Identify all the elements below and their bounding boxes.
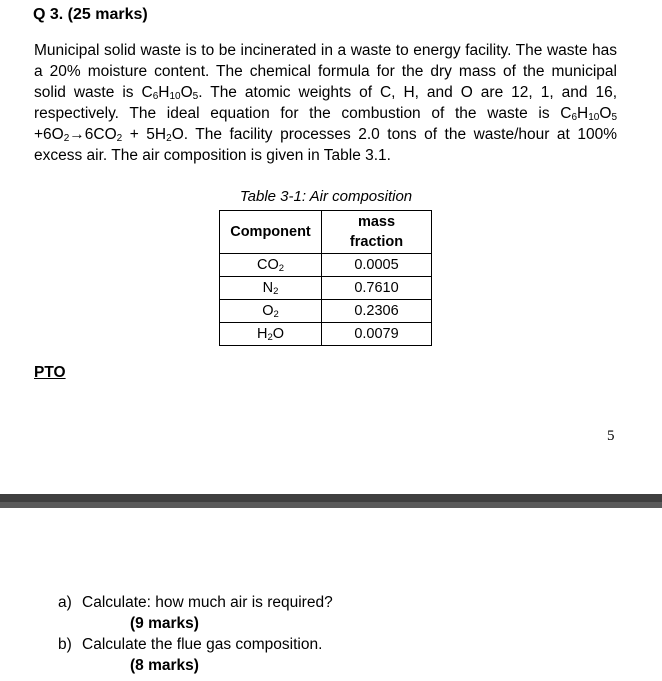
table-row (220, 300, 432, 323)
table-row (220, 277, 432, 300)
page-separator (0, 494, 662, 508)
table-row (220, 254, 432, 277)
page-2 (0, 508, 662, 681)
component-cell: $N_2$ (220, 277, 322, 300)
part-b: b) Calculate the flue gas composition. (58, 636, 323, 653)
table-row (220, 323, 432, 346)
component-cell: $H_2O$ (220, 323, 322, 346)
question-title: Q 3. (25 marks) (33, 6, 148, 23)
value-cell: 0.2306 (322, 300, 432, 323)
page-number: 5 (607, 428, 615, 444)
header-mass-fraction: mass fraction (322, 211, 432, 254)
value-cell: 0.0079 (322, 323, 432, 346)
arrow-icon: → (69, 126, 85, 143)
pto-label: PTO (34, 364, 66, 381)
air-composition-table (219, 210, 432, 346)
component-cell: $CO_2$ (220, 254, 322, 277)
table-caption: Table 3-1: Air composition (239, 188, 413, 205)
value-cell: 0.7610 (322, 277, 432, 300)
question-paragraph: Municipal solid waste is to be incinerated in a waste to energy facility. The waste has a 20% moisture content. The chemical formula for the dry mass of the municipal solid waste is $C_6H_{10}O_5$. The atomic weights of C, H, and O are 12, 1, and 16, respectively. The ideal equation for the combustion of the waste is $C_6H_{10}O_5 +6O_2\to 6CO_2 + 5H_2O$. The facility processes 2.0 tons of the waste/hour at 100% excess air. The air composition is given in Table 3.1. (34, 42, 617, 164)
header-component: Component (220, 211, 322, 254)
component-cell: $O_2$ (220, 300, 322, 323)
part-b-marks: (8 marks) (130, 657, 199, 674)
value-cell: 0.0005 (322, 254, 432, 277)
part-a-marks: (9 marks) (130, 615, 199, 632)
table-header-row (220, 211, 432, 254)
part-a: a) Calculate: how much air is required? (58, 594, 333, 611)
